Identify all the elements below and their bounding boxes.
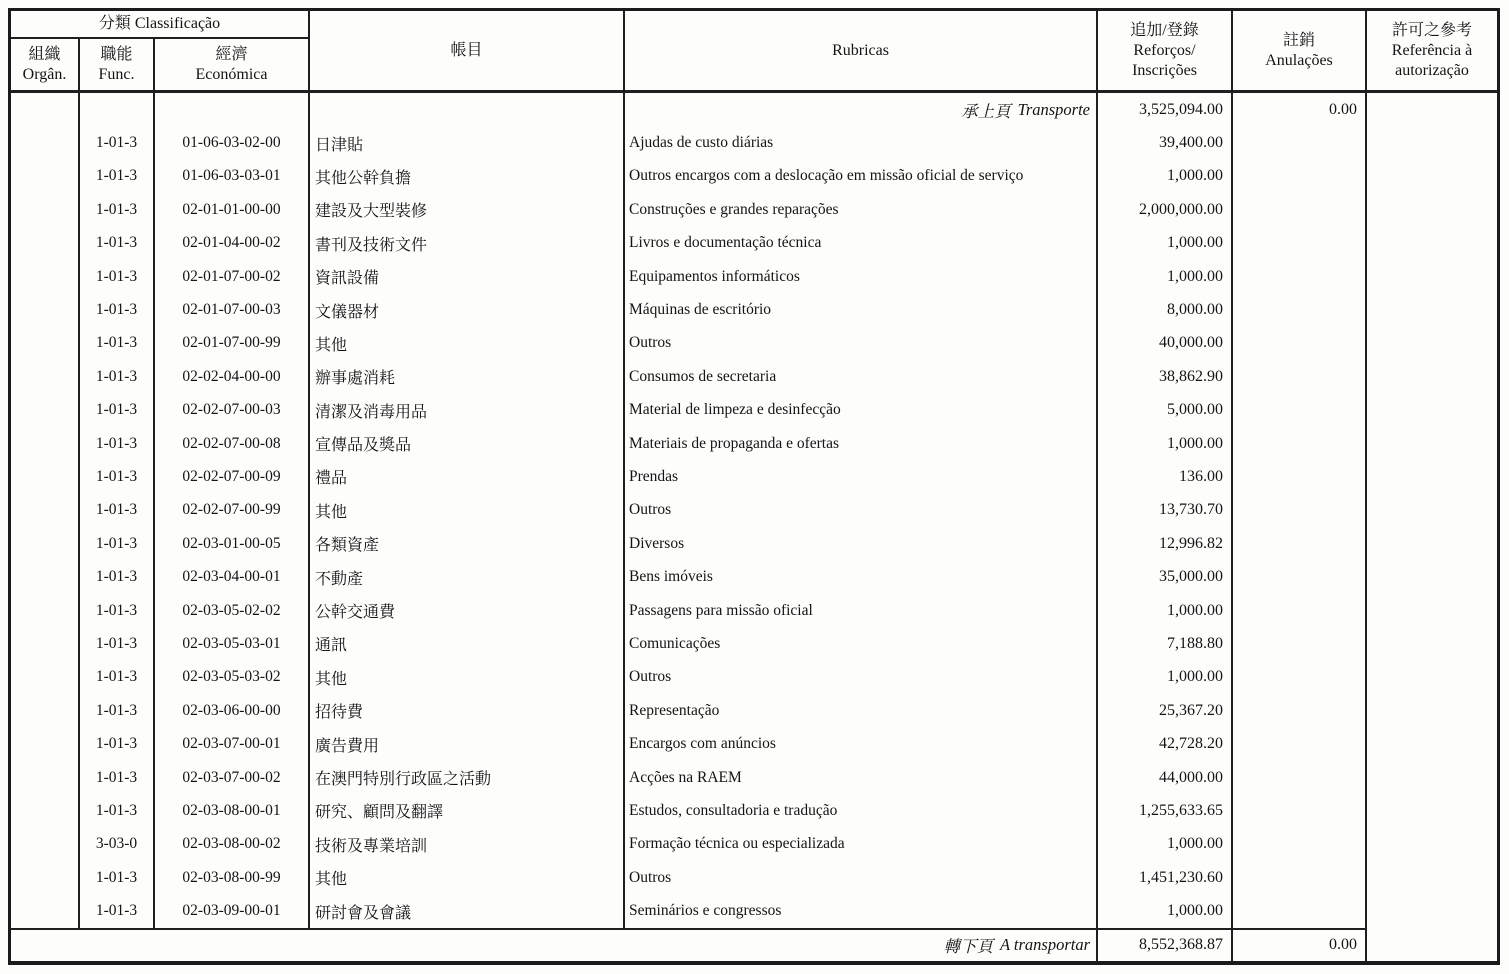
cell-account-title: 資訊設備 <box>310 260 625 293</box>
cell-reinforcement-amount: 38,862.90 <box>1098 360 1233 393</box>
cell-account-title: 研究、顧問及翻譯 <box>310 794 625 827</box>
cell-rubrica: Outros <box>625 661 1098 694</box>
cell-annulment <box>1233 227 1367 260</box>
cell-economic-code: 01-06-03-03-01 <box>155 160 310 193</box>
cell-reinforcement-amount: 8,000.00 <box>1098 293 1233 326</box>
header-functional-zh: 職能 <box>100 45 133 63</box>
cell-annulment <box>1233 460 1367 493</box>
cell-functional-code: 1-01-3 <box>80 193 155 226</box>
header-organic <box>11 39 80 90</box>
cell-economic-code: 02-03-08-00-01 <box>155 794 310 827</box>
cell-account-title: 技術及專業培訓 <box>310 828 625 861</box>
cell-rubrica: Máquinas de escritório <box>625 293 1098 326</box>
header-authorization-zh: 許可之參考 <box>1391 21 1472 39</box>
cell-authorization-ref <box>1367 727 1497 760</box>
cell-authorization-ref <box>1367 627 1497 660</box>
cell-reinforcement-amount: 25,367.20 <box>1098 694 1233 727</box>
cell-organic-code <box>11 360 80 393</box>
carry-forward-reinforcement: 3,525,094.00 <box>1098 93 1233 126</box>
cell-reinforcement-amount: 1,451,230.60 <box>1098 861 1233 894</box>
cell-authorization-ref <box>1367 93 1497 126</box>
cell-organic-code <box>11 327 80 360</box>
cell-organic-code <box>11 794 80 827</box>
header-annulments-zh: 註銷 <box>1282 31 1315 49</box>
cell-economic-code: 02-02-07-00-09 <box>155 460 310 493</box>
cell-economic-code: 02-03-01-00-05 <box>155 527 310 560</box>
cell-reinforcement-amount: 7,188.80 <box>1098 627 1233 660</box>
cell-account-title: 其他公幹負擔 <box>310 160 625 193</box>
cell-reinforcement-amount: 13,730.70 <box>1098 494 1233 527</box>
cell-rubrica: Encargos com anúncios <box>625 727 1098 760</box>
cell-rubrica: Ajudas de custo diárias <box>625 126 1098 159</box>
cell-economic-code: 02-02-07-00-99 <box>155 494 310 527</box>
header-classification: 分類 Classificação <box>11 11 310 39</box>
cell-functional-code: 1-01-3 <box>80 861 155 894</box>
header-reinforcements-pt2: Inscrições <box>1132 61 1197 79</box>
cell-reinforcement-amount: 136.00 <box>1098 460 1233 493</box>
cell-reinforcement-amount: 1,000.00 <box>1098 160 1233 193</box>
cell-organic-code <box>11 694 80 727</box>
cell-organic-code <box>11 193 80 226</box>
cell-functional-code: 1-01-3 <box>80 527 155 560</box>
cell-organic-code <box>11 494 80 527</box>
cell-organic-code <box>11 894 80 927</box>
cell-authorization-ref <box>1367 126 1497 159</box>
cell-functional-code: 1-01-3 <box>80 260 155 293</box>
cell-reinforcement-amount: 40,000.00 <box>1098 327 1233 360</box>
cell-rubrica: Formação técnica ou especializada <box>625 828 1098 861</box>
cell-account-title: 公幹交通費 <box>310 594 625 627</box>
cell-functional-code: 1-01-3 <box>80 360 155 393</box>
cell-annulment <box>1233 761 1367 794</box>
cell-account-title: 辦事處消耗 <box>310 360 625 393</box>
cell-annulment <box>1233 427 1367 460</box>
cell-organic-code <box>11 93 80 126</box>
cell-rubrica: Seminários e congressos <box>625 894 1098 927</box>
cell-account-title: 其他 <box>310 661 625 694</box>
cell-organic-code <box>11 527 80 560</box>
cell-economic-code: 02-03-07-00-02 <box>155 761 310 794</box>
cell-authorization-ref <box>1367 828 1497 861</box>
header-annulments <box>1233 11 1367 90</box>
cell-authorization-ref <box>1367 494 1497 527</box>
cell-annulment <box>1233 594 1367 627</box>
cell-organic-code <box>11 560 80 593</box>
carry-forward-annulment: 0.00 <box>1233 93 1367 126</box>
cell-economic-code: 02-03-05-03-01 <box>155 627 310 660</box>
cell-annulment <box>1233 293 1367 326</box>
cell-economic-code: 02-02-07-00-08 <box>155 427 310 460</box>
cell-functional-code: 1-01-3 <box>80 494 155 527</box>
cell-annulment <box>1233 794 1367 827</box>
cell-rubrica: Representação <box>625 694 1098 727</box>
cell-authorization-ref <box>1367 761 1497 794</box>
cell-reinforcement-amount: 1,000.00 <box>1098 227 1233 260</box>
cell-annulment <box>1233 627 1367 660</box>
cell-rubrica: Bens imóveis <box>625 560 1098 593</box>
header-reinforcements <box>1098 11 1233 90</box>
cell-economic-code: 02-02-07-00-03 <box>155 394 310 427</box>
cell-economic-code: 02-01-07-00-03 <box>155 293 310 326</box>
cell-economic-code: 02-02-04-00-00 <box>155 360 310 393</box>
header-authorization-ref <box>1367 11 1497 90</box>
cell-account-title: 其他 <box>310 494 625 527</box>
cell-economic-code: 02-01-07-00-02 <box>155 260 310 293</box>
header-reinforcements-zh: 追加/登錄 <box>1130 21 1199 39</box>
header-reinforcements-pt1: Reforços/ <box>1133 41 1196 59</box>
cell-authorization-ref <box>1367 560 1497 593</box>
cell-authorization-ref <box>1367 694 1497 727</box>
cell-authorization-ref <box>1367 527 1497 560</box>
cell-annulment <box>1233 894 1367 927</box>
cell-functional-code: 1-01-3 <box>80 160 155 193</box>
cell-organic-code <box>11 861 80 894</box>
cell-annulment <box>1233 527 1367 560</box>
cell-authorization-ref <box>1367 394 1497 427</box>
cell-economic-code: 02-03-05-02-02 <box>155 594 310 627</box>
cell-economic-code <box>155 93 310 126</box>
cell-authorization-ref <box>1367 460 1497 493</box>
cell-economic-code: 02-01-04-00-02 <box>155 227 310 260</box>
cell-economic-code: 02-03-08-00-99 <box>155 861 310 894</box>
cell-functional-code: 1-01-3 <box>80 627 155 660</box>
cell-economic-code: 01-06-03-02-00 <box>155 126 310 159</box>
cell-account-title: 不動產 <box>310 560 625 593</box>
cell-organic-code <box>11 594 80 627</box>
cell-authorization-ref <box>1367 360 1497 393</box>
cell-authorization-ref <box>1367 794 1497 827</box>
cell-organic-code <box>11 293 80 326</box>
cell-account-title: 宣傳品及獎品 <box>310 427 625 460</box>
cell-rubrica: Material de limpeza e desinfecção <box>625 394 1098 427</box>
cell-organic-code <box>11 394 80 427</box>
cell-account-title: 通訊 <box>310 627 625 660</box>
cell-reinforcement-amount: 1,000.00 <box>1098 894 1233 927</box>
carry-down-label-pt: A transportar <box>999 935 1090 955</box>
cell-functional-code: 3-03-0 <box>80 828 155 861</box>
cell-organic-code <box>11 227 80 260</box>
header-rubricas: Rubricas <box>625 11 1098 90</box>
cell-organic-code <box>11 160 80 193</box>
cell-organic-code <box>11 727 80 760</box>
cell-authorization-ref <box>1367 594 1497 627</box>
cell-functional-code: 1-01-3 <box>80 727 155 760</box>
cell-economic-code: 02-01-01-00-00 <box>155 193 310 226</box>
header-economic <box>155 39 310 90</box>
cell-functional-code <box>80 93 155 126</box>
cell-annulment <box>1233 828 1367 861</box>
cell-organic-code <box>11 126 80 159</box>
cell-annulment <box>1233 160 1367 193</box>
header-economic-zh: 經濟 <box>215 45 248 63</box>
cell-economic-code: 02-03-05-03-02 <box>155 661 310 694</box>
cell-authorization-ref <box>1367 427 1497 460</box>
cell-authorization-ref <box>1367 260 1497 293</box>
cell-functional-code: 1-01-3 <box>80 227 155 260</box>
header-organic-pt: Orgân. <box>22 65 67 83</box>
cell-account-title: 其他 <box>310 861 625 894</box>
cell-functional-code: 1-01-3 <box>80 694 155 727</box>
cell-annulment <box>1233 193 1367 226</box>
cell-reinforcement-amount: 12,996.82 <box>1098 527 1233 560</box>
cell-reinforcement-amount: 1,000.00 <box>1098 594 1233 627</box>
cell-functional-code: 1-01-3 <box>80 460 155 493</box>
table-body <box>11 93 1497 928</box>
header-functional-pt: Func. <box>98 65 135 83</box>
cell-rubrica: Equipamentos informáticos <box>625 260 1098 293</box>
cell-rubrica: Diversos <box>625 527 1098 560</box>
cell-organic-code <box>11 460 80 493</box>
cell-functional-code: 1-01-3 <box>80 794 155 827</box>
cell-economic-code: 02-03-08-00-02 <box>155 828 310 861</box>
cell-account-title: 禮品 <box>310 460 625 493</box>
cell-annulment <box>1233 327 1367 360</box>
cell-reinforcement-amount: 35,000.00 <box>1098 560 1233 593</box>
carry-down-label-zh: 轉下頁 <box>943 937 993 957</box>
cell-economic-code: 02-03-07-00-01 <box>155 727 310 760</box>
cell-reinforcement-amount: 39,400.00 <box>1098 126 1233 159</box>
cell-annulment <box>1233 494 1367 527</box>
cell-reinforcement-amount: 42,728.20 <box>1098 727 1233 760</box>
cell-rubrica: Consumos de secretaria <box>625 360 1098 393</box>
cell-rubrica: Livros e documentação técnica <box>625 227 1098 260</box>
header-annulments-pt: Anulações <box>1265 51 1333 69</box>
cell-rubrica: Outros <box>625 494 1098 527</box>
carry-forward-label <box>625 93 1098 126</box>
cell-reinforcement-amount: 1,000.00 <box>1098 427 1233 460</box>
carry-down-authorization-ref <box>1367 928 1497 961</box>
cell-functional-code: 1-01-3 <box>80 327 155 360</box>
carry-down-annulment: 0.00 <box>1233 928 1367 961</box>
header-account: 帳目 <box>310 11 625 90</box>
cell-authorization-ref <box>1367 193 1497 226</box>
carry-down-row <box>11 928 1497 961</box>
carry-forward-label-zh: 承上頁 <box>961 101 1011 121</box>
cell-authorization-ref <box>1367 227 1497 260</box>
cell-functional-code: 1-01-3 <box>80 560 155 593</box>
cell-organic-code <box>11 427 80 460</box>
cell-reinforcement-amount: 44,000.00 <box>1098 761 1233 794</box>
cell-rubrica: Acções na RAEM <box>625 761 1098 794</box>
cell-organic-code <box>11 828 80 861</box>
carry-forward-label-pt: Transporte <box>1017 99 1090 119</box>
cell-reinforcement-amount: 1,255,633.65 <box>1098 794 1233 827</box>
cell-rubrica: Outros <box>625 861 1098 894</box>
cell-account-title: 文儀器材 <box>310 293 625 326</box>
cell-authorization-ref <box>1367 861 1497 894</box>
cell-account-title <box>310 93 625 126</box>
cell-annulment <box>1233 260 1367 293</box>
cell-functional-code: 1-01-3 <box>80 894 155 927</box>
cell-rubrica: Materiais de propaganda e ofertas <box>625 427 1098 460</box>
cell-rubrica: Estudos, consultadoria e tradução <box>625 794 1098 827</box>
header-authorization-pt1: Referência à <box>1391 41 1473 59</box>
cell-reinforcement-amount: 1,000.00 <box>1098 661 1233 694</box>
cell-functional-code: 1-01-3 <box>80 661 155 694</box>
budget-table <box>8 8 1500 965</box>
cell-account-title: 清潔及消毒用品 <box>310 394 625 427</box>
cell-account-title: 書刊及技術文件 <box>310 227 625 260</box>
cell-account-title: 招待費 <box>310 694 625 727</box>
cell-account-title: 研討會及會議 <box>310 894 625 927</box>
cell-organic-code <box>11 761 80 794</box>
cell-account-title: 在澳門特別行政區之活動 <box>310 761 625 794</box>
cell-reinforcement-amount: 1,000.00 <box>1098 260 1233 293</box>
cell-economic-code: 02-03-04-00-01 <box>155 560 310 593</box>
header-authorization-pt2: autorização <box>1395 61 1469 79</box>
cell-functional-code: 1-01-3 <box>80 427 155 460</box>
cell-rubrica: Comunicações <box>625 627 1098 660</box>
cell-organic-code <box>11 627 80 660</box>
cell-functional-code: 1-01-3 <box>80 126 155 159</box>
cell-account-title: 建設及大型裝修 <box>310 193 625 226</box>
cell-annulment <box>1233 126 1367 159</box>
cell-reinforcement-amount: 1,000.00 <box>1098 828 1233 861</box>
cell-authorization-ref <box>1367 661 1497 694</box>
cell-functional-code: 1-01-3 <box>80 293 155 326</box>
cell-annulment <box>1233 727 1367 760</box>
cell-rubrica: Construções e grandes reparações <box>625 193 1098 226</box>
cell-reinforcement-amount: 5,000.00 <box>1098 394 1233 427</box>
cell-rubrica: Prendas <box>625 460 1098 493</box>
cell-functional-code: 1-01-3 <box>80 394 155 427</box>
cell-rubrica: Passagens para missão oficial <box>625 594 1098 627</box>
cell-organic-code <box>11 260 80 293</box>
table-header <box>11 11 1497 93</box>
cell-annulment <box>1233 861 1367 894</box>
cell-account-title: 廣告費用 <box>310 727 625 760</box>
cell-rubrica: Outros encargos com a deslocação em missão oficial de serviço <box>625 160 1098 193</box>
cell-functional-code: 1-01-3 <box>80 594 155 627</box>
cell-economic-code: 02-03-06-00-00 <box>155 694 310 727</box>
cell-account-title: 日津貼 <box>310 126 625 159</box>
cell-annulment <box>1233 360 1367 393</box>
cell-annulment <box>1233 394 1367 427</box>
cell-authorization-ref <box>1367 894 1497 927</box>
cell-authorization-ref <box>1367 160 1497 193</box>
header-organic-zh: 組織 <box>28 45 61 63</box>
cell-reinforcement-amount: 2,000,000.00 <box>1098 193 1233 226</box>
cell-annulment <box>1233 661 1367 694</box>
cell-annulment <box>1233 694 1367 727</box>
carry-down-label <box>11 928 1098 961</box>
cell-functional-code: 1-01-3 <box>80 761 155 794</box>
carry-down-reinforcement: 8,552,368.87 <box>1098 928 1233 961</box>
cell-rubrica: Outros <box>625 327 1098 360</box>
cell-authorization-ref <box>1367 327 1497 360</box>
header-functional <box>80 39 155 90</box>
cell-annulment <box>1233 560 1367 593</box>
header-economic-pt: Económica <box>195 65 268 83</box>
cell-organic-code <box>11 661 80 694</box>
cell-economic-code: 02-03-09-00-01 <box>155 894 310 927</box>
cell-account-title: 各類資產 <box>310 527 625 560</box>
cell-economic-code: 02-01-07-00-99 <box>155 327 310 360</box>
cell-authorization-ref <box>1367 293 1497 326</box>
cell-account-title: 其他 <box>310 327 625 360</box>
